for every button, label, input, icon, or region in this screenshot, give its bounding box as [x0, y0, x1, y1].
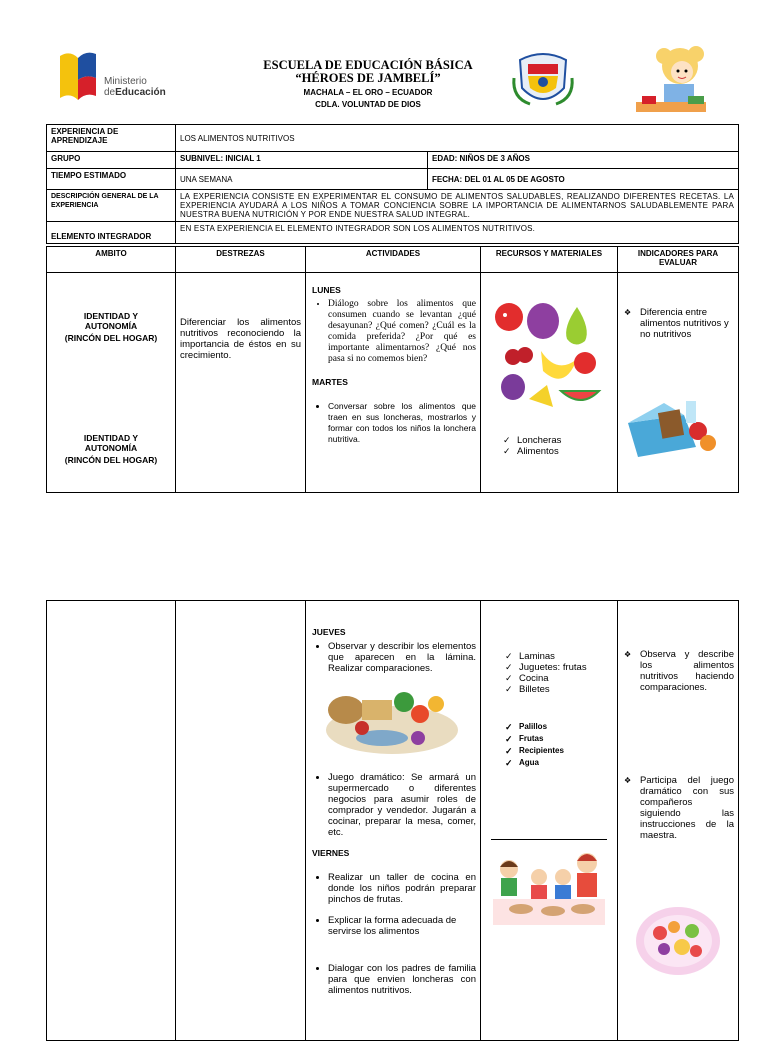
ministerio-line2: de: [104, 87, 116, 98]
descripcion-label: DESCRIPCIÓN GENERAL DE LA EXPERIENCIA: [47, 190, 176, 222]
ambito1-line1: IDENTIDAD Y AUTONOMÍA: [83, 311, 139, 331]
ambito-cell-p2: [47, 601, 176, 1041]
day-viernes: VIERNES: [312, 848, 350, 858]
kids-eating-illustration: [491, 845, 607, 933]
activities-table-page1: [46, 246, 739, 493]
elemento-value: EN ESTA EXPERIENCIA EL ELEMENTO INTEGRADOR SON LOS ALIMENTOS NUTRITIVOS.: [176, 222, 739, 244]
col-ambito-header: AMBITO: [47, 247, 176, 273]
actividades-cell: [306, 273, 481, 493]
activities-table-page2: [46, 600, 739, 1041]
activity-juego-dramatico: • Juego dramático: Se armará un supermercado o diferentes negocios para asumir roles de comprador y vendedor. Jugarán a cocinar, preparar la mesa, comer, etc.: [328, 772, 476, 838]
subnivel-value: SUBNIVEL: INICIAL 1: [176, 152, 428, 169]
recurso-loncheras: ✓ Loncheras: [517, 435, 561, 446]
destrezas-cell-p2: [176, 601, 306, 1041]
recurso-recipientes: ✓ Recipientes: [519, 745, 564, 757]
lunchbox-illustration: [624, 397, 720, 465]
recurso-alimentos: ✓ Alimentos: [517, 446, 561, 457]
descripcion-value: LA EXPERIENCIA CONSISTE EN EXPERIMENTAR EL CONSUMO DE ALIMENTOS SALUDABLES, REALIZANDO DIFERENTES RECETAS. LA EXPERIENCIA AYUDARÁ A LOS NIÑOS A TOMAR CONCIENCIA SOBRE LA IMPORTANCIA DE ALIMENTARNOS SALUDABLEMENTE PARA NUESTRA BUENA NUTRICIÓN Y POR ENDE NUESTRA SALUD INTEGRAL.: [176, 190, 739, 222]
activity-taller-cocina: • Realizar un taller de cocina en donde los niños podrán preparar pinchos de frutas.: [328, 872, 476, 905]
school-address: CDLA. VOLUNTAD DE DIOS: [315, 100, 421, 109]
info-table: [46, 124, 739, 244]
elemento-label: ELEMENTO INTEGRADOR: [47, 222, 176, 244]
recurso-palillos: ✓ Palillos: [519, 721, 564, 733]
fruits-illustration: [491, 299, 603, 417]
destreza-text: Diferenciar los alimentos nutritivos reconociendo la importancia de éstos en su crecimiento.: [180, 317, 301, 361]
ambito2-line1: IDENTIDAD Y AUTONOMÍA: [83, 433, 139, 453]
recurso-laminas: ✓ Laminas: [519, 651, 587, 662]
experiencia-label: EXPERIENCIA DE APRENDIZAJE: [47, 125, 176, 152]
ministerio-line3: Educación: [115, 87, 166, 98]
indicador-observa: ❖ Observa y describe los alimentos nutritivos haciendo comparaciones.: [640, 649, 734, 693]
recurso-agua: ✓ Agua: [519, 757, 564, 769]
edad-value: EDAD: NIÑOS DE 3 AÑOS: [428, 152, 739, 169]
recurso-frutas: ✓ Frutas: [519, 733, 564, 745]
activity-dialogar-padres: • Dialogar con los padres de familia para que envien loncheras con alimentos nutritivos.: [328, 963, 476, 996]
school-name-line2: “HÉROES DE JAMBELÍ”: [295, 71, 441, 85]
recurso-cocina: ✓ Cocina: [519, 673, 587, 684]
col-actividades-header: ACTIVIDADES: [306, 247, 481, 273]
indicadores-cell: [618, 273, 739, 493]
activity-lunes: • Diálogo sobre los alimentos que consumen cuando se levantan ¿qué desayunan? ¿Qué comen? ¿Cuál es la comida preferida? ¿Por qué es importante alimentarnos? ¿Qué nos pasa si no comemos bien?: [328, 299, 476, 365]
destrezas-cell: [176, 273, 306, 493]
ambito2-line2: (RINCÓN DEL HOGAR): [64, 455, 158, 465]
food-variety-illustration: [310, 676, 476, 762]
col-recursos-header: RECURSOS Y MATERIALES: [481, 247, 618, 273]
activity-servirse: • Explicar la forma adecuada de servirse los alimentos: [328, 915, 476, 937]
divider-line: [491, 839, 607, 840]
day-martes: MARTES: [312, 377, 348, 387]
school-crest-icon: [510, 48, 576, 115]
col-indicadores-header: INDICADORES PARA EVALUAR: [618, 247, 739, 273]
grupo-label: GRUPO: [47, 152, 176, 169]
activity-martes: • Conversar sobre los alimentos que traen en sus loncheras, mostrarlos y formar con todos los niños la lonchera nutritiva.: [328, 401, 476, 445]
fecha-value: FECHA: DEL 01 AL 05 DE AGOSTO: [428, 169, 739, 190]
school-name-line1: ESCUELA DE EDUCACIÓN BÁSICA: [263, 58, 473, 72]
col-destrezas-header: DESTREZAS: [176, 247, 306, 273]
child-reading-illustration: [628, 44, 718, 123]
ministerio-line1: Ministerio: [104, 76, 147, 87]
recursos-cell-p2: [481, 601, 618, 1041]
day-jueves: JUEVES: [312, 627, 346, 637]
ministerio-logo: [56, 48, 166, 106]
recursos-cell: [481, 273, 618, 493]
school-location: MACHALA – EL ORO – ECUADOR: [303, 88, 433, 97]
tiempo-value: UNA SEMANA: [176, 169, 428, 190]
recurso-juguetes: ✓ Juguetes: frutas: [519, 662, 587, 673]
tiempo-label: TIEMPO ESTIMADO: [47, 169, 176, 190]
ecuador-flag-icon: [56, 48, 104, 104]
ambito1-line2: (RINCÓN DEL HOGAR): [64, 333, 158, 343]
experiencia-value: LOS ALIMENTOS NUTRITIVOS: [176, 125, 739, 152]
ambito-cell: [47, 273, 176, 493]
indicador-participa: ❖ Participa del juego dramático con sus compañeros siguiendo las instrucciones de la maestra.: [640, 775, 734, 841]
activity-observar: • Observar y describir los elementos que aparecen en la lámina. Realizar comparaciones.: [328, 641, 476, 674]
recurso-billetes: ✓ Billetes: [519, 684, 587, 695]
fruit-bowl-illustration: [634, 905, 722, 979]
indicadores-cell-p2: [618, 601, 739, 1041]
actividades-cell-p2: [306, 601, 481, 1041]
day-lunes: LUNES: [312, 285, 341, 295]
indicador-diferencia: ❖ Diferencia entre alimentos nutritivos y no nutritivos: [640, 307, 734, 340]
